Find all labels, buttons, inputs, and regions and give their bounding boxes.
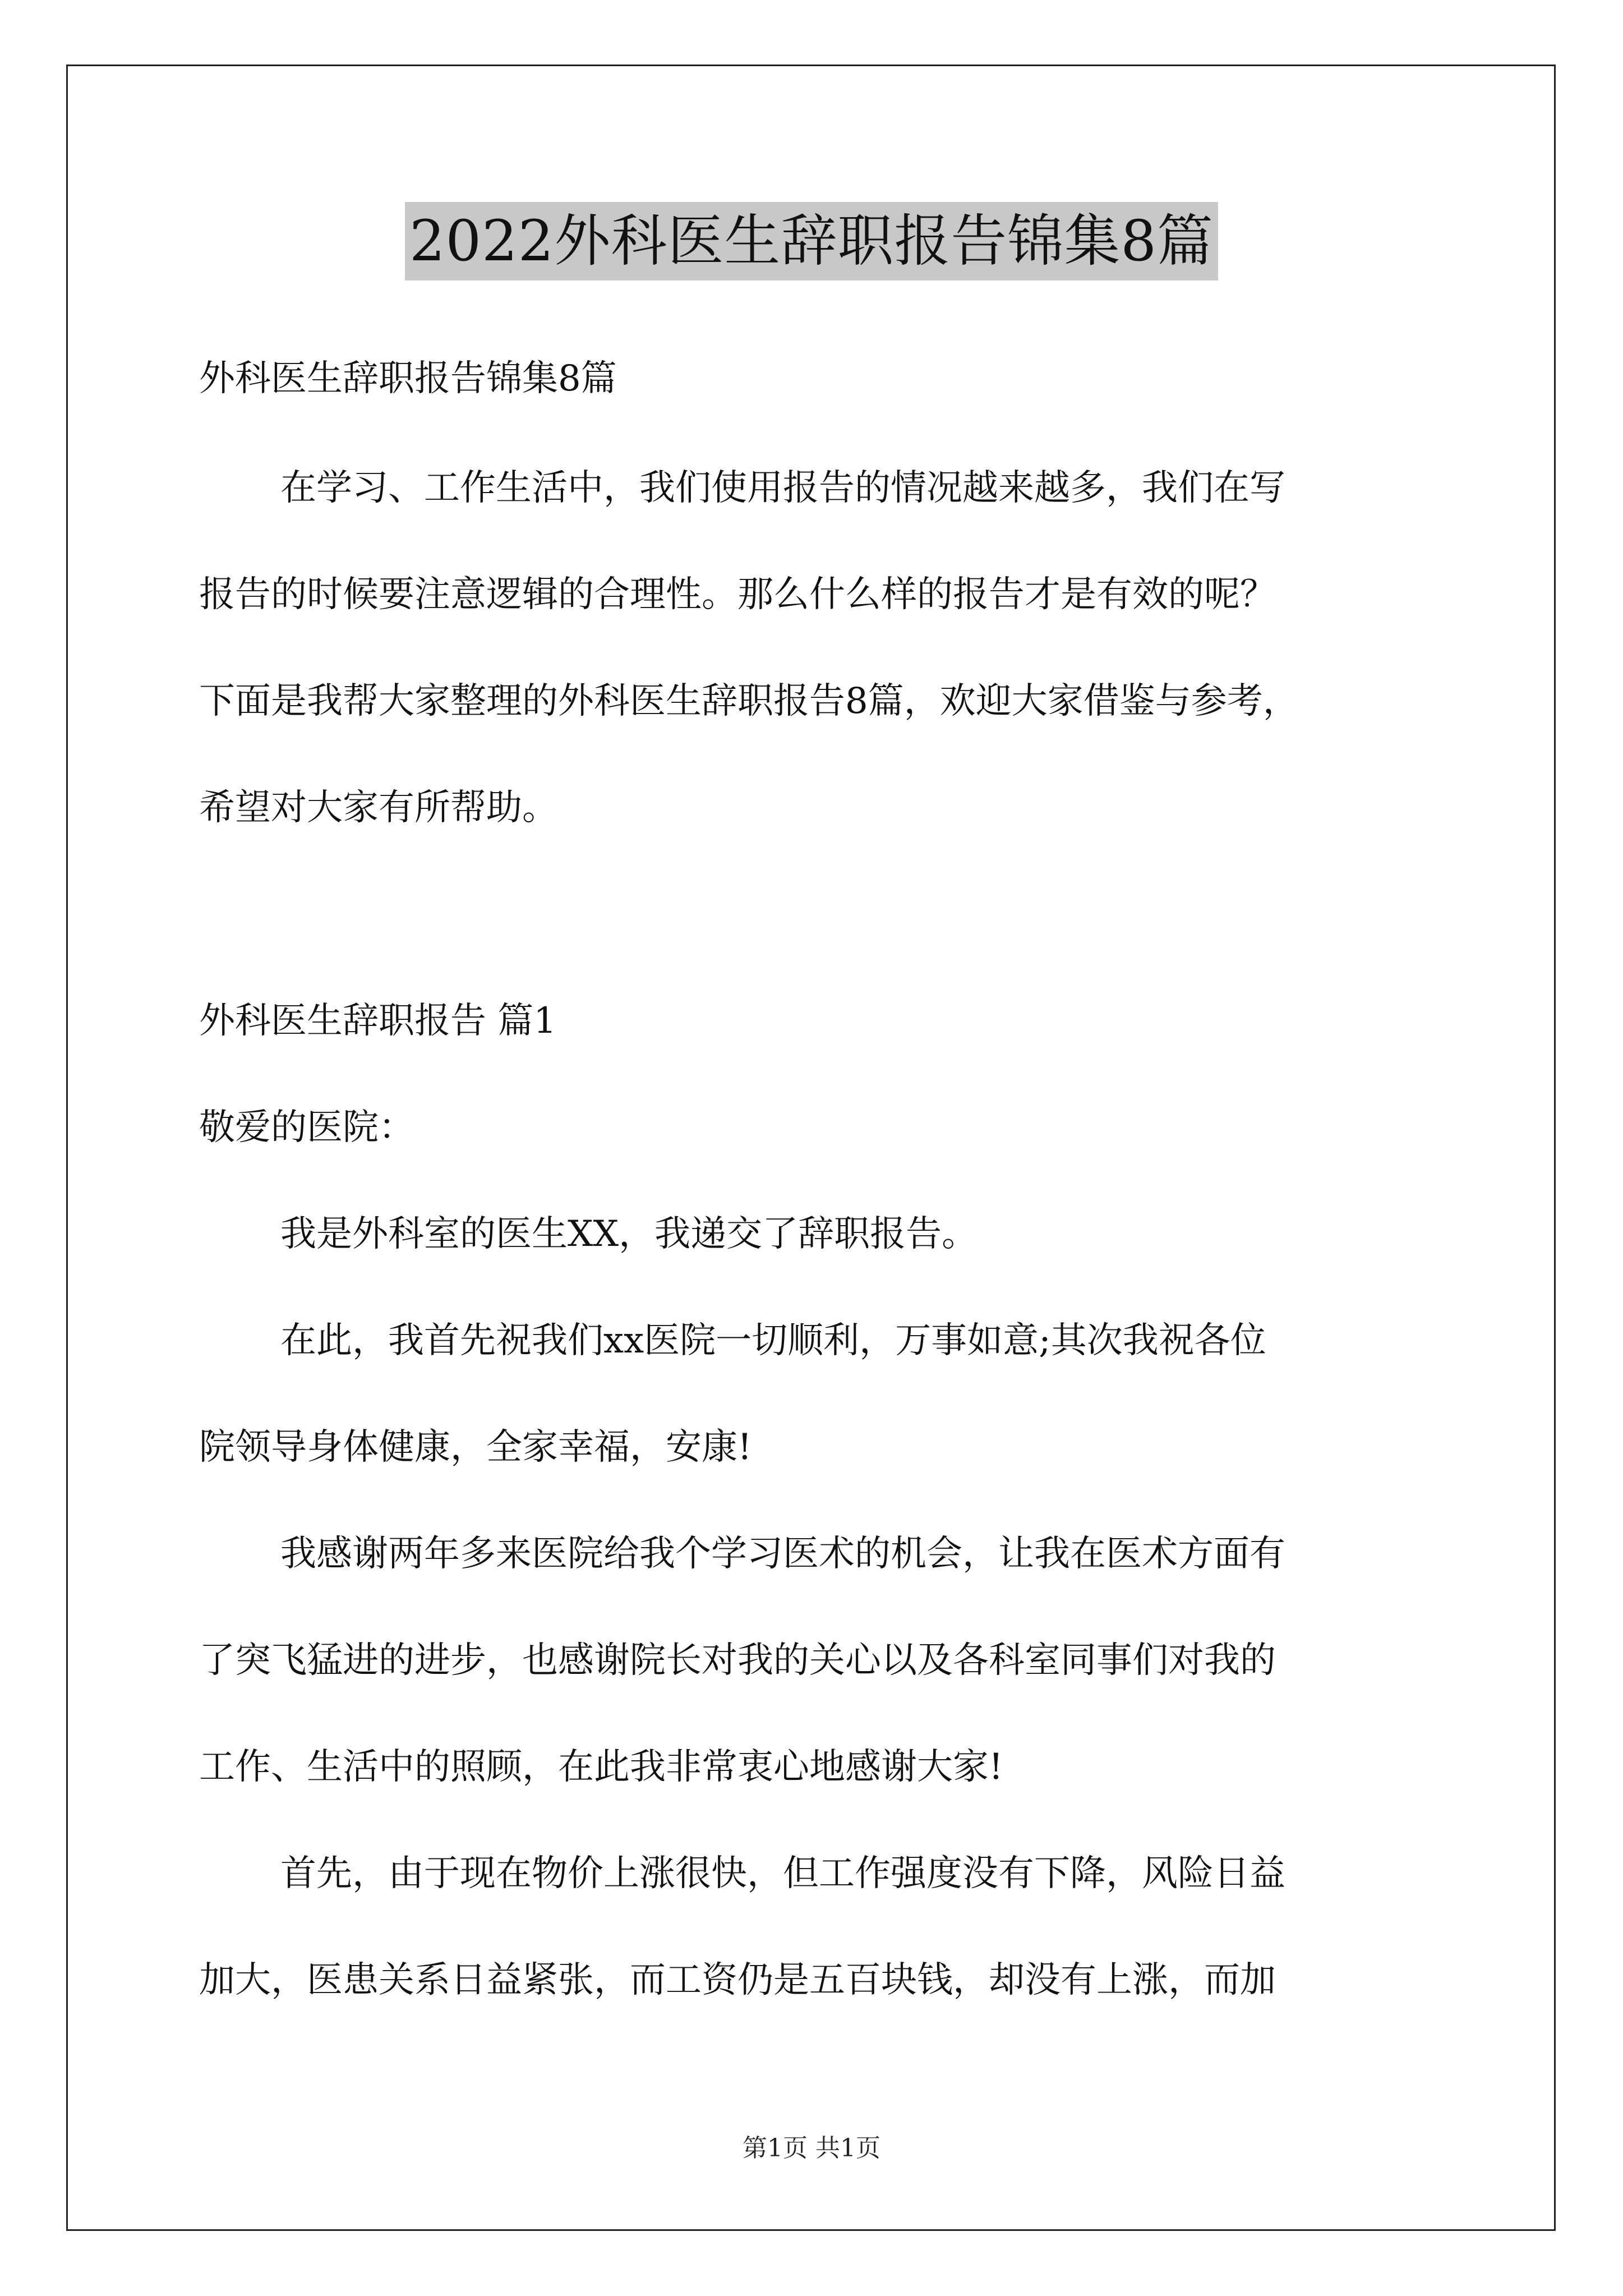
- document-subtitle: 外科医生辞职报告锦集8篇: [199, 358, 617, 399]
- intro-line-2: 报告的时候要注意逻辑的合理性。那么什么样的报告才是有效的呢？: [199, 574, 1276, 615]
- page-footer: 第1页 共1页: [743, 2134, 880, 2162]
- body-line-2: 在此，我首先祝我们xx医院一切顺利，万事如意;其次我祝各位: [280, 1320, 1266, 1361]
- body-line-6: 工作、生活中的照顾，在此我非常衷心地感谢大家!: [199, 1746, 1003, 1788]
- section-heading: 外科医生辞职报告 篇1: [199, 1000, 557, 1042]
- body-line-5: 了突飞猛进的进步，也感谢院长对我的关心以及各科室同事们对我的: [199, 1640, 1276, 1681]
- salutation: 敬爱的医院：: [199, 1107, 414, 1148]
- intro-line-3: 下面是我帮大家整理的外科医生辞职报告8篇，欢迎大家借鉴与参考，: [199, 680, 1299, 722]
- intro-line-4: 希望对大家有所帮助。: [199, 787, 558, 829]
- title-container: [0, 202, 1623, 280]
- body-line-3: 院领导身体健康，全家幸福，安康!: [199, 1427, 752, 1468]
- body-line-4: 我感谢两年多来医院给我个学习医术的机会，让我在医术方面有: [280, 1533, 1285, 1575]
- document-title: 2022外科医生辞职报告锦集8篇: [405, 202, 1218, 280]
- body-line-7: 首先，由于现在物价上涨很快，但工作强度没有下降，风险日益: [280, 1853, 1285, 1894]
- intro-line-1: 在学习、工作生活中，我们使用报告的情况越来越多，我们在写: [280, 467, 1285, 509]
- body-line-1: 我是外科室的医生XX，我递交了辞职报告。: [280, 1213, 978, 1255]
- body-line-8: 加大，医患关系日益紧张，而工资仍是五百块钱，却没有上涨，而加: [199, 1959, 1276, 2001]
